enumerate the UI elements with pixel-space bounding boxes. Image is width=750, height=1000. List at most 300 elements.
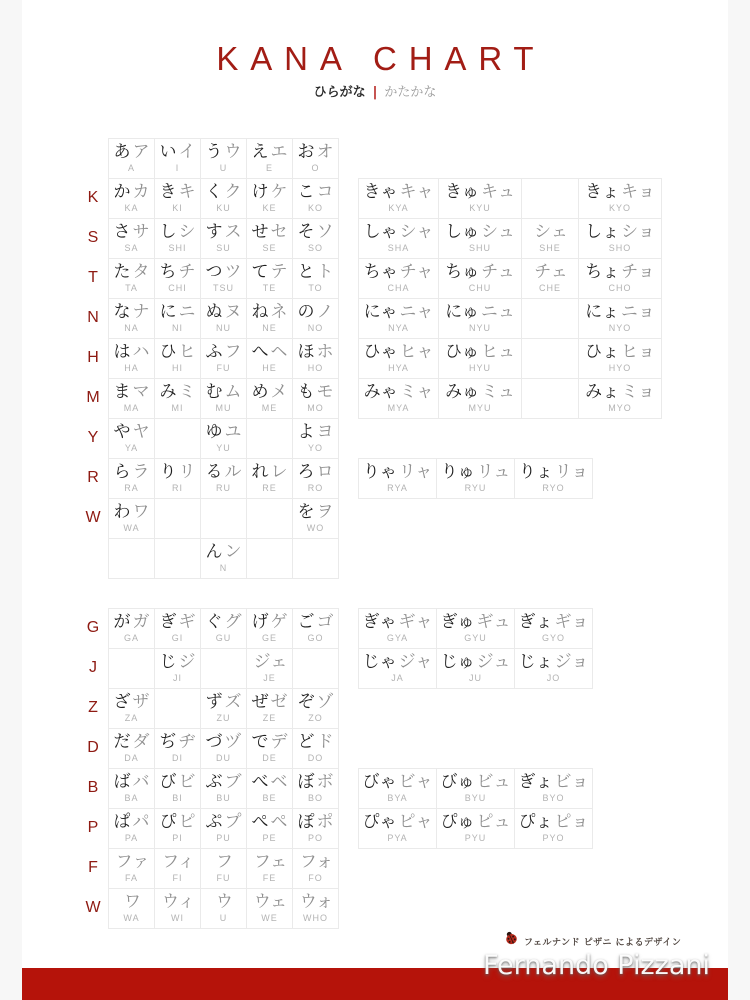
- kana-glyphs: フォ: [299, 852, 334, 872]
- kana-glyphs: ぎゃ ギャ: [362, 612, 433, 632]
- romaji-label: CHE: [538, 283, 561, 293]
- kana-cell-ne: [247, 299, 293, 339]
- kana-glyphs: ぽ ポ: [297, 812, 334, 832]
- kana-glyphs: む ム: [205, 382, 242, 402]
- kana-cell-o: [293, 139, 339, 179]
- romaji-label: U: [219, 913, 228, 923]
- kana-glyphs: りゃ リャ: [362, 462, 433, 482]
- romaji-label: GYA: [386, 633, 409, 643]
- romaji-label: SE: [262, 243, 277, 253]
- romaji-label: PE: [262, 833, 277, 843]
- row-label-basic-m: M: [86, 389, 100, 406]
- kana-cell-n: [201, 539, 247, 579]
- romaji-label: MI: [171, 403, 184, 413]
- row-label-basic-h: H: [87, 349, 99, 366]
- kana-glyphs: き キ: [159, 182, 196, 202]
- kana-cell-je: [247, 649, 293, 689]
- kana-glyphs: しょ ショ: [585, 222, 655, 242]
- kana-cell-di: [155, 729, 201, 769]
- kana-glyphs: ワ: [124, 892, 141, 912]
- kana-glyphs: ひゅ ヒュ: [445, 342, 515, 362]
- kana-glyphs: じ ジ: [159, 652, 196, 672]
- row-label-basic-k: K: [87, 189, 99, 206]
- kana-cell-ja: [359, 649, 437, 689]
- romaji-label: WHO: [303, 913, 328, 923]
- kana-glyphs: そ ソ: [297, 222, 334, 242]
- row-label-voiced-z: Z: [88, 699, 98, 716]
- romaji-label: N: [219, 563, 228, 573]
- romaji-label: MA: [123, 403, 140, 413]
- kana-cell-empty: [155, 539, 201, 579]
- kana-cell-za: [109, 689, 155, 729]
- kana-glyphs: ざ ザ: [113, 692, 150, 712]
- kana-glyphs: で デ: [251, 732, 288, 752]
- romaji-label: BYU: [464, 793, 487, 803]
- kana-cell-empty: [247, 499, 293, 539]
- subtitle-divider: |: [372, 85, 378, 100]
- kana-glyphs: れ レ: [251, 462, 288, 482]
- romaji-label: SU: [216, 243, 231, 253]
- kana-glyphs: お オ: [297, 142, 334, 162]
- kana-cell-gu: [201, 609, 247, 649]
- kana-glyphs: た タ: [113, 262, 150, 282]
- romaji-label: NYA: [388, 323, 409, 333]
- romaji-label: DE: [262, 753, 277, 763]
- kana-glyphs: ふ フ: [205, 342, 242, 362]
- romaji-label: RO: [307, 483, 324, 493]
- kana-cell-empty: [293, 539, 339, 579]
- kana-cell-re: [247, 459, 293, 499]
- kana-glyphs: みゅ ミュ: [445, 382, 515, 402]
- kana-glyphs: シェ: [534, 222, 568, 242]
- romaji-label: PI: [172, 833, 183, 843]
- kana-glyphs: さ サ: [113, 222, 150, 242]
- romaji-label: GYU: [464, 633, 487, 643]
- kana-glyphs: ら ラ: [113, 462, 150, 482]
- romaji-label: WI: [171, 913, 184, 923]
- kana-glyphs: す ス: [205, 222, 242, 242]
- page-title: KANA CHART: [216, 40, 546, 77]
- kana-cell-de: [247, 729, 293, 769]
- kana-cell-wa: [109, 499, 155, 539]
- kana-glyphs: ぴゅ ピュ: [440, 812, 511, 832]
- kana-glyphs: ぴ ピ: [159, 812, 196, 832]
- kana-glyphs: ぼ ボ: [297, 772, 334, 792]
- romaji-label: CHA: [387, 283, 410, 293]
- kana-cell-ni: [155, 299, 201, 339]
- kana-cell-u: [201, 139, 247, 179]
- romaji-label: GA: [123, 633, 139, 643]
- kana-glyphs: きゅ キュ: [445, 182, 515, 202]
- kana-cell-du: [201, 729, 247, 769]
- kana-cell-mu: [201, 379, 247, 419]
- romaji-label: HYU: [468, 363, 491, 373]
- kana-cell-empty: [522, 179, 579, 219]
- kana-glyphs: ちゅ チュ: [445, 262, 515, 282]
- romaji-label: PU: [216, 833, 231, 843]
- kana-cell-fi: [155, 849, 201, 889]
- kana-cell-empty: [247, 539, 293, 579]
- romaji-label: FE: [262, 873, 277, 883]
- kana-cell-a: [109, 139, 155, 179]
- kana-cell-ryu: [437, 459, 515, 499]
- kana-glyphs: し シ: [159, 222, 196, 242]
- kana-cell-che: [522, 259, 579, 299]
- kana-glyphs: え エ: [251, 142, 288, 162]
- romaji-label: SHI: [168, 243, 187, 253]
- kana-cell-sho: [579, 219, 662, 259]
- romaji-label: RYA: [387, 483, 408, 493]
- kana-cell-to: [293, 259, 339, 299]
- kana-glyphs: や ヤ: [113, 422, 150, 442]
- kana-glyphs: み ミ: [159, 382, 196, 402]
- kana-glyphs: に ニ: [159, 302, 196, 322]
- kana-glyphs: め メ: [251, 382, 288, 402]
- romaji-label: MU: [215, 403, 232, 413]
- kana-glyphs: ぜ ゼ: [251, 692, 288, 712]
- kana-cell-she: [522, 219, 579, 259]
- kana-glyphs: ぢ ヂ: [159, 732, 196, 752]
- kana-glyphs: の ノ: [297, 302, 334, 322]
- kana-glyphs: ぶ ブ: [205, 772, 242, 792]
- romaji-label: TE: [262, 283, 277, 293]
- kana-glyphs: びゅ ビュ: [440, 772, 511, 792]
- kana-cell-ru: [201, 459, 247, 499]
- kana-glyphs: が ガ: [113, 612, 150, 632]
- kana-cell-empty: [247, 419, 293, 459]
- kana-glyphs: て テ: [251, 262, 288, 282]
- kana-cell-shu: [439, 219, 522, 259]
- kana-glyphs: わ ワ: [113, 502, 150, 522]
- romaji-label: DA: [124, 753, 139, 763]
- kana-glyphs: フェ: [253, 852, 288, 872]
- kana-glyphs: は ハ: [113, 342, 150, 362]
- romaji-label: HYO: [608, 363, 632, 373]
- kana-cell-we: [247, 889, 293, 929]
- kana-cell-me: [247, 379, 293, 419]
- kana-cell-ke: [247, 179, 293, 219]
- romaji-label: I: [175, 163, 180, 173]
- row-label-voiced-p: P: [87, 819, 99, 836]
- romaji-label: NI: [172, 323, 183, 333]
- romaji-label: ME: [261, 403, 278, 413]
- kana-cell-ryo: [515, 459, 593, 499]
- kana-cell-bu: [201, 769, 247, 809]
- kana-cell-hyo: [579, 339, 662, 379]
- romaji-label: HA: [124, 363, 139, 373]
- kana-glyphs: ぴゃ ピャ: [362, 812, 433, 832]
- romaji-label: PYA: [387, 833, 408, 843]
- romaji-label: BA: [124, 793, 139, 803]
- romaji-label: HO: [307, 363, 324, 373]
- romaji-label: ZE: [262, 713, 277, 723]
- kana-glyphs: ぬ ヌ: [205, 302, 242, 322]
- romaji-label: KE: [262, 203, 277, 213]
- kana-cell-zo: [293, 689, 339, 729]
- kana-cell-mya: [359, 379, 439, 419]
- kana-cell-sa: [109, 219, 155, 259]
- kana-cell-bo: [293, 769, 339, 809]
- yoon-grid-voiced-1: [358, 768, 593, 849]
- kana-cell-empty: [522, 299, 579, 339]
- romaji-label: RYO: [542, 483, 565, 493]
- kana-glyphs: げ ゲ: [251, 612, 288, 632]
- kana-glyphs: ひゃ ヒャ: [363, 342, 434, 362]
- kana-glyphs: フィ: [162, 852, 195, 872]
- kana-cell-pe: [247, 809, 293, 849]
- kana-glyphs: ぎ ギ: [159, 612, 196, 632]
- kana-cell-wa: [109, 889, 155, 929]
- kana-grid-voiced: [108, 608, 339, 929]
- kana-glyphs: も モ: [297, 382, 334, 402]
- kana-glyphs: け ケ: [251, 182, 288, 202]
- kana-glyphs: ちょ チョ: [585, 262, 655, 282]
- kana-cell-so: [293, 219, 339, 259]
- kana-glyphs: ぎょ ギョ: [518, 612, 589, 632]
- row-label-basic-t: T: [88, 269, 98, 286]
- romaji-label: ZU: [216, 713, 231, 723]
- kana-cell-bya: [359, 769, 437, 809]
- romaji-label: KA: [124, 203, 139, 213]
- kana-cell-myu: [439, 379, 522, 419]
- romaji-label: NO: [307, 323, 324, 333]
- designer-credit-jp: フェルナンド ピザニ によるデザイン: [524, 938, 682, 948]
- kana-glyphs: ゆ ユ: [205, 422, 242, 442]
- row-label-voiced-f: F: [88, 859, 98, 876]
- kana-glyphs: こ コ: [297, 182, 334, 202]
- kana-cell-ro: [293, 459, 339, 499]
- romaji-label: JO: [546, 673, 561, 683]
- kana-cell-bi: [155, 769, 201, 809]
- romaji-label: MO: [307, 403, 324, 413]
- kana-cell-sha: [359, 219, 439, 259]
- romaji-label: MYU: [468, 403, 492, 413]
- subtitle-katakana: かたかな: [384, 85, 437, 100]
- kana-glyphs: あ ア: [113, 142, 150, 162]
- kana-cell-hyu: [439, 339, 522, 379]
- kana-cell-pya: [359, 809, 437, 849]
- kana-glyphs: ジェ: [253, 652, 288, 672]
- romaji-label: YA: [124, 443, 139, 453]
- romaji-label: TO: [308, 283, 323, 293]
- kana-cell-empty: [522, 379, 579, 419]
- subtitle: [22, 85, 728, 101]
- row-label-voiced-b: B: [87, 779, 99, 796]
- romaji-label: CHO: [608, 283, 632, 293]
- kana-cell-cha: [359, 259, 439, 299]
- row-label-voiced-j: J: [89, 659, 97, 676]
- kana-cell-ju: [437, 649, 515, 689]
- kana-cell-pyu: [437, 809, 515, 849]
- romaji-label: BI: [172, 793, 183, 803]
- kana-glyphs: ぱ パ: [113, 812, 150, 832]
- kana-cell-ze: [247, 689, 293, 729]
- kana-glyphs: ご ゴ: [297, 612, 334, 632]
- romaji-label: DO: [307, 753, 324, 763]
- subtitle-hiragana: ひらがな: [313, 85, 366, 100]
- kana-glyphs: みゃ ミャ: [363, 382, 434, 402]
- kana-glyphs: と ト: [297, 262, 334, 282]
- kana-cell-yu: [201, 419, 247, 459]
- romaji-label: BE: [262, 793, 277, 803]
- kana-glyphs: ぎゅ ギュ: [440, 612, 511, 632]
- kana-cell-ya: [109, 419, 155, 459]
- kana-glyphs: ウィ: [162, 892, 195, 912]
- romaji-label: WO: [306, 523, 325, 533]
- kana-cell-fu: [201, 849, 247, 889]
- kana-glyphs: ひ ヒ: [159, 342, 196, 362]
- kana-cell-yo: [293, 419, 339, 459]
- romaji-label: E: [265, 163, 273, 173]
- kana-glyphs: を ヲ: [297, 502, 334, 522]
- kana-glyphs: ま マ: [113, 382, 150, 402]
- kana-glyphs: にゃ ニャ: [363, 302, 434, 322]
- kana-cell-ka: [109, 179, 155, 219]
- kana-cell-ma: [109, 379, 155, 419]
- yoon-grid-basic-0: [358, 178, 662, 419]
- romaji-label: JU: [469, 673, 482, 683]
- kana-cell-ba: [109, 769, 155, 809]
- romaji-label: TSU: [213, 283, 234, 293]
- romaji-label: FU: [216, 363, 231, 373]
- yoon-grid-basic-1: [358, 458, 593, 499]
- kana-glyphs: ひょ ヒョ: [585, 342, 655, 362]
- romaji-label: GI: [171, 633, 184, 643]
- romaji-label: NYU: [468, 323, 491, 333]
- kana-cell-he: [247, 339, 293, 379]
- kana-chart-poster: [22, 0, 728, 1000]
- kana-cell-ga: [109, 609, 155, 649]
- kana-glyphs: しゃ シャ: [363, 222, 434, 242]
- romaji-label: WA: [123, 913, 140, 923]
- kana-cell-nyo: [579, 299, 662, 339]
- kana-cell-do: [293, 729, 339, 769]
- romaji-label: DU: [216, 753, 231, 763]
- row-label-basic-n: N: [87, 309, 99, 326]
- kana-cell-e: [247, 139, 293, 179]
- romaji-label: CHI: [168, 283, 187, 293]
- romaji-label: HE: [262, 363, 277, 373]
- kana-cell-fu: [201, 339, 247, 379]
- kana-cell-kyu: [439, 179, 522, 219]
- romaji-label: RYU: [464, 483, 487, 493]
- romaji-label: KO: [307, 203, 323, 213]
- romaji-label: BO: [307, 793, 323, 803]
- romaji-label: BU: [216, 793, 231, 803]
- kana-glyphs: る ル: [205, 462, 242, 482]
- kana-cell-fa: [109, 849, 155, 889]
- romaji-label: HI: [172, 363, 183, 373]
- kana-glyphs: ウォ: [299, 892, 334, 912]
- kana-cell-byo: [515, 769, 593, 809]
- kana-glyphs: ぺ ペ: [251, 812, 288, 832]
- kana-cell-i: [155, 139, 201, 179]
- romaji-label: ZA: [124, 713, 139, 723]
- kana-cell-nya: [359, 299, 439, 339]
- kana-glyphs: りゅ リュ: [440, 462, 511, 482]
- kana-glyphs: ち チ: [159, 262, 196, 282]
- kana-cell-ki: [155, 179, 201, 219]
- kana-cell-myo: [579, 379, 662, 419]
- kana-cell-chu: [439, 259, 522, 299]
- kana-cell-empty: [201, 649, 247, 689]
- kana-cell-hya: [359, 339, 439, 379]
- romaji-label: GO: [307, 633, 324, 643]
- kana-glyphs: う ウ: [205, 142, 242, 162]
- kana-cell-ji: [155, 649, 201, 689]
- kana-glyphs: び ビ: [159, 772, 196, 792]
- kana-cell-no: [293, 299, 339, 339]
- romaji-label: MYO: [608, 403, 632, 413]
- kana-glyphs: ね ネ: [251, 302, 288, 322]
- kana-cell-who: [293, 889, 339, 929]
- romaji-label: PA: [124, 833, 139, 843]
- kana-glyphs: にょ ニョ: [585, 302, 655, 322]
- kana-cell-ta: [109, 259, 155, 299]
- kana-cell-gya: [359, 609, 437, 649]
- romaji-label: SHA: [387, 243, 410, 253]
- romaji-label: TA: [125, 283, 138, 293]
- romaji-label: GU: [215, 633, 232, 643]
- romaji-label: NYO: [608, 323, 632, 333]
- kana-glyphs: じゃ ジャ: [362, 652, 433, 672]
- kana-glyphs: か カ: [113, 182, 150, 202]
- romaji-label: NU: [216, 323, 231, 333]
- kana-cell-gi: [155, 609, 201, 649]
- kana-glyphs: づ ヅ: [205, 732, 242, 752]
- kana-cell-pu: [201, 809, 247, 849]
- romaji-label: ZO: [308, 713, 323, 723]
- kana-glyphs: ファ: [115, 852, 150, 872]
- row-label-voiced-g: G: [86, 619, 100, 636]
- kana-cell-empty: [522, 339, 579, 379]
- kana-cell-ri: [155, 459, 201, 499]
- kana-cell-ra: [109, 459, 155, 499]
- row-label-voiced-w: W: [85, 899, 101, 916]
- kana-glyphs: にゅ ニュ: [445, 302, 515, 322]
- kana-glyphs: ん ン: [205, 542, 242, 562]
- kana-glyphs: な ナ: [113, 302, 150, 322]
- kana-cell-nyu: [439, 299, 522, 339]
- kana-glyphs: せ セ: [251, 222, 288, 242]
- romaji-label: SHO: [608, 243, 632, 253]
- kana-cell-kyo: [579, 179, 662, 219]
- kana-glyphs: ほ ホ: [297, 342, 334, 362]
- kana-cell-hi: [155, 339, 201, 379]
- romaji-label: PYU: [464, 833, 487, 843]
- romaji-label: SA: [124, 243, 139, 253]
- row-label-basic-s: S: [87, 229, 99, 246]
- kana-cell-empty: [293, 649, 339, 689]
- kana-cell-empty: [155, 499, 201, 539]
- kana-cell-zu: [201, 689, 247, 729]
- romaji-label: RE: [262, 483, 277, 493]
- kana-cell-da: [109, 729, 155, 769]
- artist-watermark: Fernando Pizzani: [483, 950, 710, 981]
- kana-cell-empty: [109, 649, 155, 689]
- romaji-label: FU: [216, 873, 231, 883]
- romaji-label: BYO: [542, 793, 565, 803]
- romaji-label: KYO: [608, 203, 631, 213]
- kana-glyphs: じょ ジョ: [518, 652, 589, 672]
- kana-cell-empty: [155, 689, 201, 729]
- kana-cell-kya: [359, 179, 439, 219]
- kana-cell-jo: [515, 649, 593, 689]
- kana-glyphs: ぐ グ: [205, 612, 242, 632]
- kana-cell-su: [201, 219, 247, 259]
- romaji-label: WE: [261, 913, 278, 923]
- kana-cell-te: [247, 259, 293, 299]
